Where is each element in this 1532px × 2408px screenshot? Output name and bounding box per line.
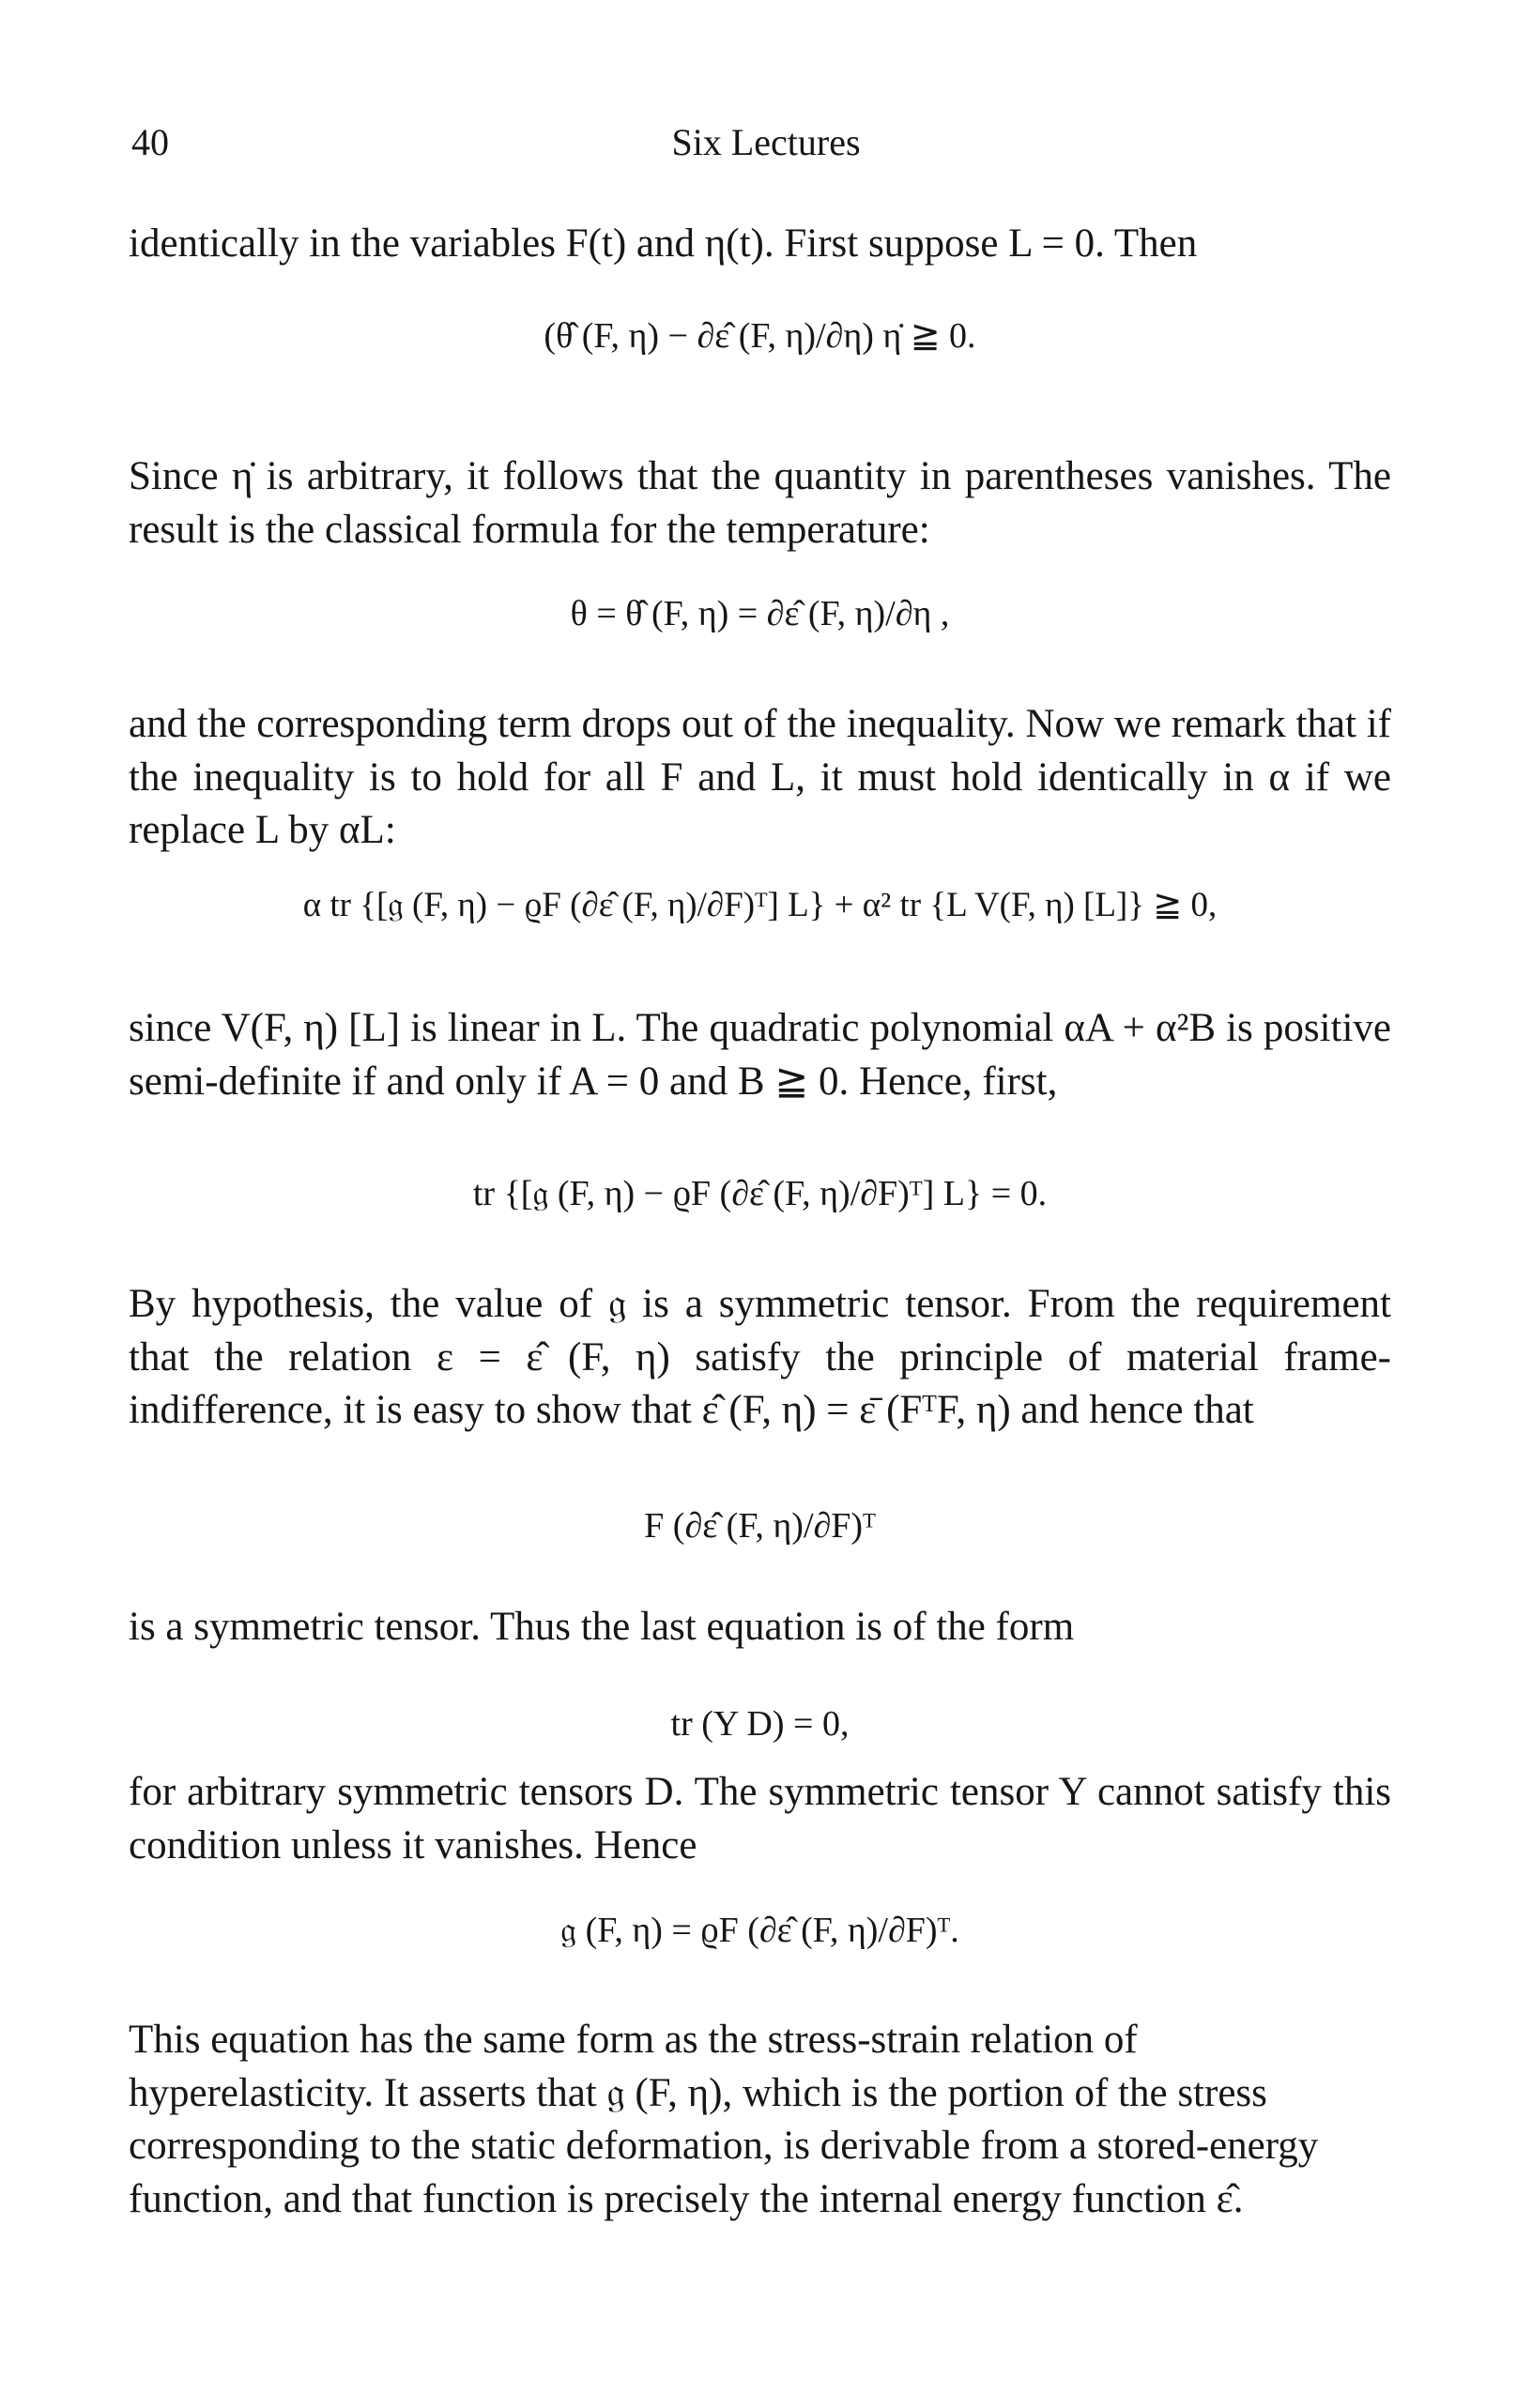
page-number: 40 [131, 121, 169, 163]
equation-2: θ = θ̂ (F, η) = ∂ε̂ (F, η)/∂η , [570, 594, 950, 633]
paragraph-1: identically in the variables F(t) and η(t). First suppose L = 0. Then [129, 221, 1198, 266]
paragraph-4: since V(F, η) [L] is linear in L. The quadratic polynomial αA + α²B is positive semi-definite if and only if A = 0 and B ≧ 0. Hence, first, [129, 1006, 1391, 1104]
equation-3: α tr {[𝔤 (F, η) − ϱF (∂ε̂ (F, η)/∂F)ᵀ] L} + α² tr {L V(F, η) [L]} ≧ 0, [302, 886, 1218, 924]
equation-4: tr {[𝔤 (F, η) − ϱF (∂ε̂ (F, η)/∂F)ᵀ] L} = 0. [472, 1174, 1048, 1213]
equation-5: F (∂ε̂ (F, η)/∂F)ᵀ [644, 1506, 876, 1546]
equation-6: tr (Y D) = 0, [670, 1704, 850, 1744]
paragraph-2: Since η̇ is arbitrary, it follows that the quantity in parentheses vanishes. The result is the classical formula for the temperature: [129, 454, 1391, 552]
equation-7: 𝔤 (F, η) = ϱF (∂ε̂ (F, η)/∂F)ᵀ. [560, 1911, 959, 1950]
paragraph-8: This equation has the same form as the stress-strain relation of hyperelasticity. It asserts that 𝔤 (F, η), which is the portion of the stress corresponding to the static deformation, is derivable from a stored-energy function, and that function is precisely the internal energy function ε̂. [129, 2018, 1319, 2221]
paragraph-3: and the corresponding term drops out of the inequality. Now we remark that if the inequality is to hold for all F and L, it must hold identically in α if we replace L by αL: [129, 702, 1391, 852]
running-title: Six Lectures [671, 121, 861, 163]
paragraph-5: By hypothesis, the value of 𝔤 is a symmetric tensor. From the requirement that the relation ε = ε̂ (F, η) satisfy the principle of material frame-indifference, it is easy to show that ε̂ (F, η) = ε̄ (FᵀF, η) and hence that [129, 1282, 1391, 1432]
paragraph-6: is a symmetric tensor. Thus the last equation is of the form [129, 1605, 1075, 1649]
paragraph-7: for arbitrary symmetric tensors D. The symmetric tensor Y cannot satisfy this condition unless it vanishes. Hence [129, 1770, 1391, 1867]
equation-1: (θ̂ (F, η) − ∂ε̂ (F, η)/∂η) η̇ ≧ 0. [544, 316, 976, 356]
